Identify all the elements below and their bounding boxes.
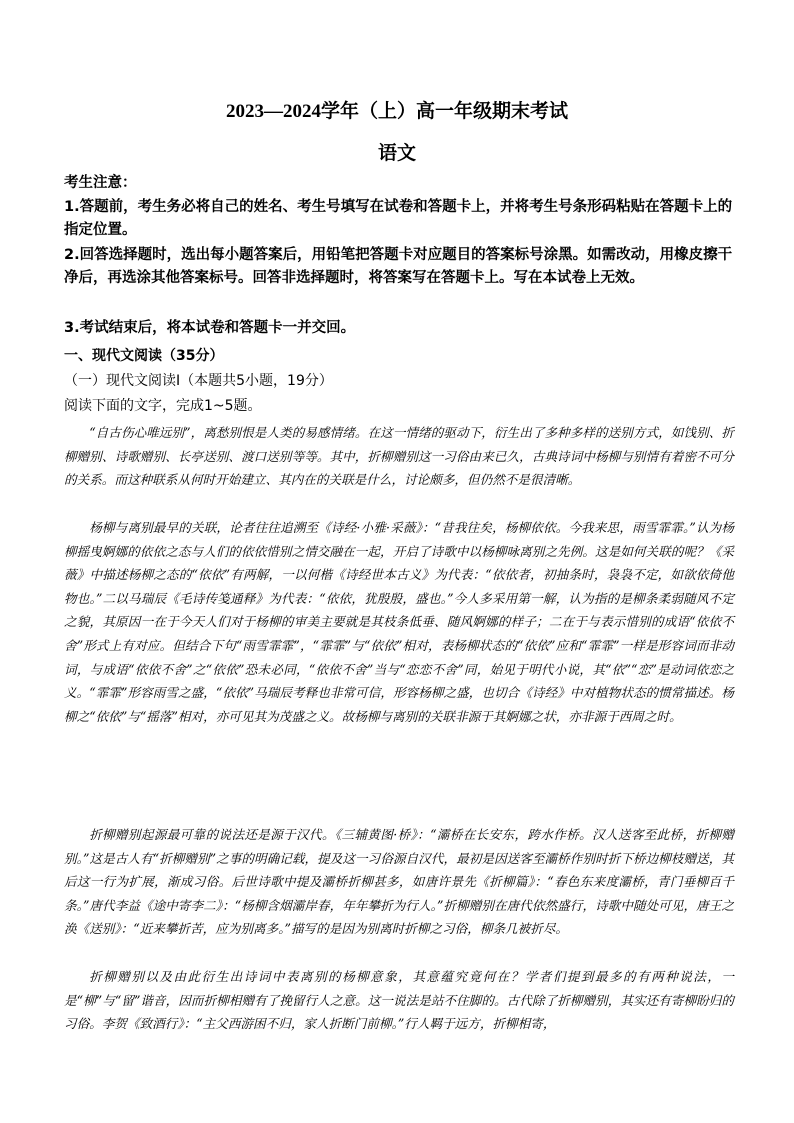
exam-title: 2023—2024学年（上）高一年级期末考试 xyxy=(225,101,568,122)
reading-paragraph-3: 折柳赠别起源最可靠的说法还是源于汉代。《三辅黄图·桥》：“灞桥在长安东，跨水作桥。汉人送客至此桥，折柳赠别。”这是古人有“折柳赠别”之事的明确记载，提及这一习俗源自汉代，最初是因送客至灞桥作别时折下桥边柳枝赠送，其后这一行为扩展，渐成习俗。后世诗歌中提及灞桥折柳甚多，如唐许景先《折柳篇》：“春色东来度灞桥，青门垂柳百千条。”唐代李益《途中寄李二》：“杨柳含烟灞岸春，年年攀折为行人。”折柳赠别在唐代依然盛行，诗歌中随处可见，唐王之涣《送别》：“近来攀折苦，应为别离多。”描写的是因为别离时折柳之习俗，柳条几被折尽。 xyxy=(64,827,734,937)
section-instruction: 阅读下面的文字，完成1~5题。 xyxy=(64,398,262,414)
reading-paragraph-1: “自古伤心唯远别”，离愁别恨是人类的易感情绪。在这一情绪的驱动下，衍生出了多种多样的送别方式，如饯别、折柳赠别、诗歌赠别、长亭送别、渡口送别等等。其中，折柳赠别这一习俗由来已久，古典诗词中杨柳与别情有着密不可分的关系。而这种联系从何时开始建立、其内在的关联是什么，讨论颇多，但仍然不是很清晰。 xyxy=(64,425,734,488)
reading-paragraph-2: 杨柳与离别最早的关联，论者往往追溯至《诗经·小雅·采薇》：“昔我往矣，杨柳依依。今我来思，雨雪霏霏。”认为杨柳摇曳婀娜的依依之态与人们的依依惜别之情交融在一起，开启了诗歌中以杨柳咏离别之先例。这是如何关联的呢？《采薇》中描述杨柳之态的“依依”有两解，一以何楷《诗经世本古义》为代表：“依依者，初抽条时，袅袅不定，如欲依倚他物也。”二以马瑞辰《毛诗传笺通释》为代表：“依依，犹殷殷，盛也。”今人多采用第一解，认为指的是柳条柔弱随风不定之貌，其原因一在于今天人们对于杨柳的审美主要就是其枝条低垂、随风婀娜的样子；二在于与表示惜别的成语“依依不舍”形式上有对应。但结合下句“雨雪霏霏”，“霏霏”与“依依”相对，表杨柳状态的“依依”应和“霏霏”一样是形容词而非动词，与成语“依依不舍”之“依依”恐未必同，“依依不舍”当与“恋恋不舍”同，始见于明代小说，其“依”“恋”是动词依恋之义。“霏霏”形容雨雪之盛，“依依”马瑞辰考释也非常可信，形容杨柳之盛，也切合《诗经》中对植物状态的惯常描述。杨柳之“依依”与“摇落”相对，亦可见其为茂盛之义。故杨柳与离别的关联非源于其婀娜之状，亦非源于西周之时。 xyxy=(64,520,734,724)
subject-title: 语文 xyxy=(377,143,416,164)
section-subheading: （一）现代文阅读Ⅰ（本题共5小题，19分） xyxy=(64,373,333,389)
notice-heading: 考生注意： xyxy=(64,175,137,191)
reading-paragraph-4: 折柳赠别以及由此衍生出诗词中表离别的杨柳意象，其意蕴究竟何在？学者们提到最多的有两种说法，一是“柳”与“留”谐音，因而折柳相赠有了挽留行人之意。这一说法是站不住脚的。古代除了折柳赠别，其实还有寄柳盼归的习俗。李贺《致酒行》：“主父西游困不归，家人折断门前柳。”行人羁于远方，折柳相寄， xyxy=(64,969,734,1032)
section-heading: 一、现代文阅读（35分） xyxy=(64,348,224,364)
notice-item-2: 2.回答选择题时，选出每小题答案后，用铅笔把答题卡对应题目的答案标号涂黑。如需改动，用橡皮擦干净后，再选涂其他答案标号。回答非选择题时，将答案写在答题卡上。写在本试卷上无效。 xyxy=(64,247,733,286)
notice-item-3: 3.考试结束后，将本试卷和答题卡一并交回。 xyxy=(64,320,356,336)
notice-item-1: 1.答题前，考生务必将自己的姓名、考生号填写在试卷和答题卡上，并将考生号条形码粘贴在答题卡上的指定位置。 xyxy=(64,199,733,238)
